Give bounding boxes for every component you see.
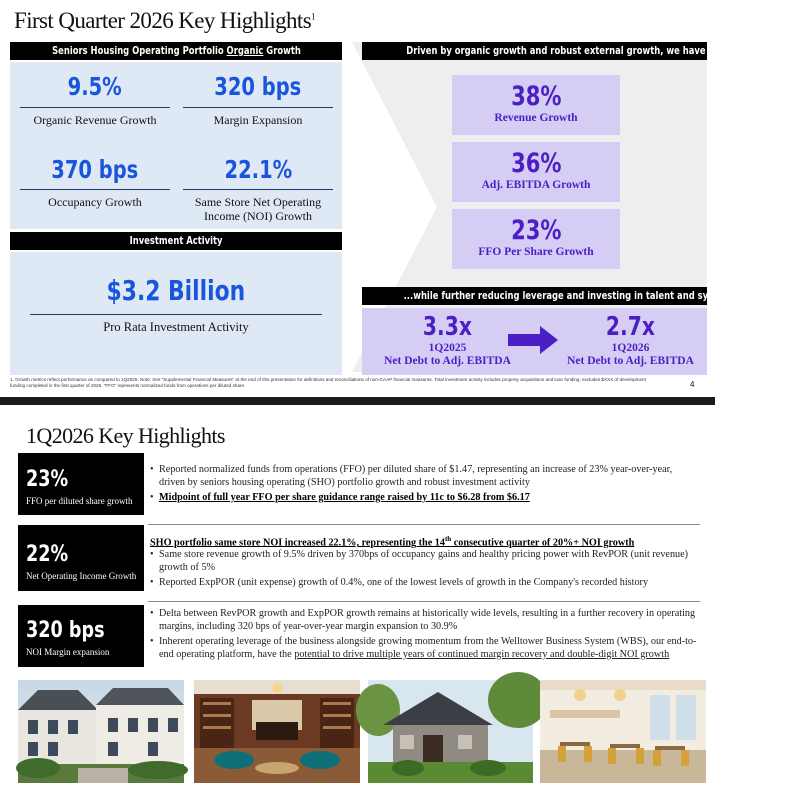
bullet-ffo-reported: • Reported normalized funds from operations (FFO) per diluted share of $1.47, representing an increase of 23% year-over-year, driven by seniors housing operating (SHO) portfolio growth and robust investment activity [150,464,673,488]
divider-line [183,189,333,190]
divider-line [20,107,170,108]
leverage-1q2026: 2.7x 1Q2026 Net Debt to Adj. EBITDA [567,312,694,367]
organic-growth-header: Seniors Housing Operating Portfolio Organic Growth [10,42,342,60]
slide-2-title: 1Q2026 Key Highlights [26,423,225,448]
bullet-ffo-guidance: • Midpoint of full year FFO per share guidance range raised by 11c to $6.28 from $6.17 [150,492,530,503]
noi-growth-kpi: 22% Net Operating Income Growth [18,525,144,591]
section-divider [148,601,700,602]
page-number: 4 [690,380,695,389]
noi-margin-kpi: 320 bps NOI Margin expansion [18,605,144,667]
investment-activity-header: Investment Activity [10,232,342,250]
adj-ebitda-growth-card: 36% Adj. EBITDA Growth [452,142,620,202]
organic-revenue-growth-label: Organic Revenue Growth [33,113,157,127]
same-store-noi-growth-label: Same Store Net Operating Income (NOI) Growth [194,195,322,223]
investment-label: Pro Rata Investment Activity [103,320,249,334]
slide-title: First Quarter 2026 Key Highlights$^1$ [14,8,315,33]
revenue-growth-card: 38% Revenue Growth [452,75,620,135]
ffo-per-share-growth-card: 23% FFO Per Share Growth [452,209,620,269]
cottage-exterior-photo [368,680,533,783]
slide-divider [0,397,715,405]
leverage-header: ...while further reducing leverage and investing in talent and systems [362,287,707,305]
same-store-noi-growth-value: 22.1% [224,155,292,184]
margin-expansion-label: Margin Expansion [213,113,303,127]
bullet-operating-leverage: • Inherent operating leverage of the business alongside growing momentum from the Welltower Business System (WBS), our end-to-end operating platform, have the potential to drive multiple years of continued margin recovery and double-digit NOI growth [150,636,697,660]
organic-revenue-growth-value: 9.5% [67,72,123,101]
bullet-revpor-delta: • Delta between RevPOR growth and ExpPOR growth remains at historically wide levels, resulting in a further recovery in operating margins, including 320 bps of year-over-year margin expansion to 30.9% [150,608,696,632]
occupancy-growth-label: Occupancy Growth [48,195,142,209]
dining-room-photo [540,680,706,783]
community-exterior-photo [18,680,184,783]
divider-line [20,189,170,190]
ffo-growth-kpi: 23% FFO per diluted share growth [18,453,144,515]
divider-line [30,314,322,315]
investment-value: $3.2 Billion [106,274,246,307]
leverage-1q2025: 3.3x 1Q2025 Net Debt to Adj. EBITDA [384,312,511,367]
bullet-exppor: • Reported ExpPOR (unit expense) growth of 0.4%, one of the lowest levels of growth in the Company's recorded history [150,577,649,588]
divider-line [183,107,333,108]
slide-1 [0,0,761,400]
bullet-same-store-revenue: • Same store revenue growth of 9.5% driven by 370bps of occupancy gains and healthy pricing power with RevPOR (unit revenue) growth of 5% [150,549,689,573]
achievements-header: Driven by organic growth and robust external growth, we have achieved... [362,42,707,60]
library-lounge-photo [194,680,360,783]
sho-noi-heading: SHO portfolio same store NOI increased 22.1%, representing the 14th consecutive quarter of 20%+ NOI growth [150,535,635,549]
margin-expansion-value: 320 bps [214,72,302,101]
footnote: 1. Growth metrics reflect performance as compared to 1Q2025. Note: See "Supplemental Financial Measures" at the end of this presentation for definitions and reconciliations of non-GAAP financial measures. Total investment activity includes property acquisitions and loan funding; excludes $XXX of development funding completed in the first quarter of 2026. "FFO" represents normalized funds from operations per diluted share. [10,377,646,388]
arrow-right-icon [508,325,558,355]
occupancy-growth-value: 370 bps [51,155,139,184]
section-divider [148,524,700,525]
